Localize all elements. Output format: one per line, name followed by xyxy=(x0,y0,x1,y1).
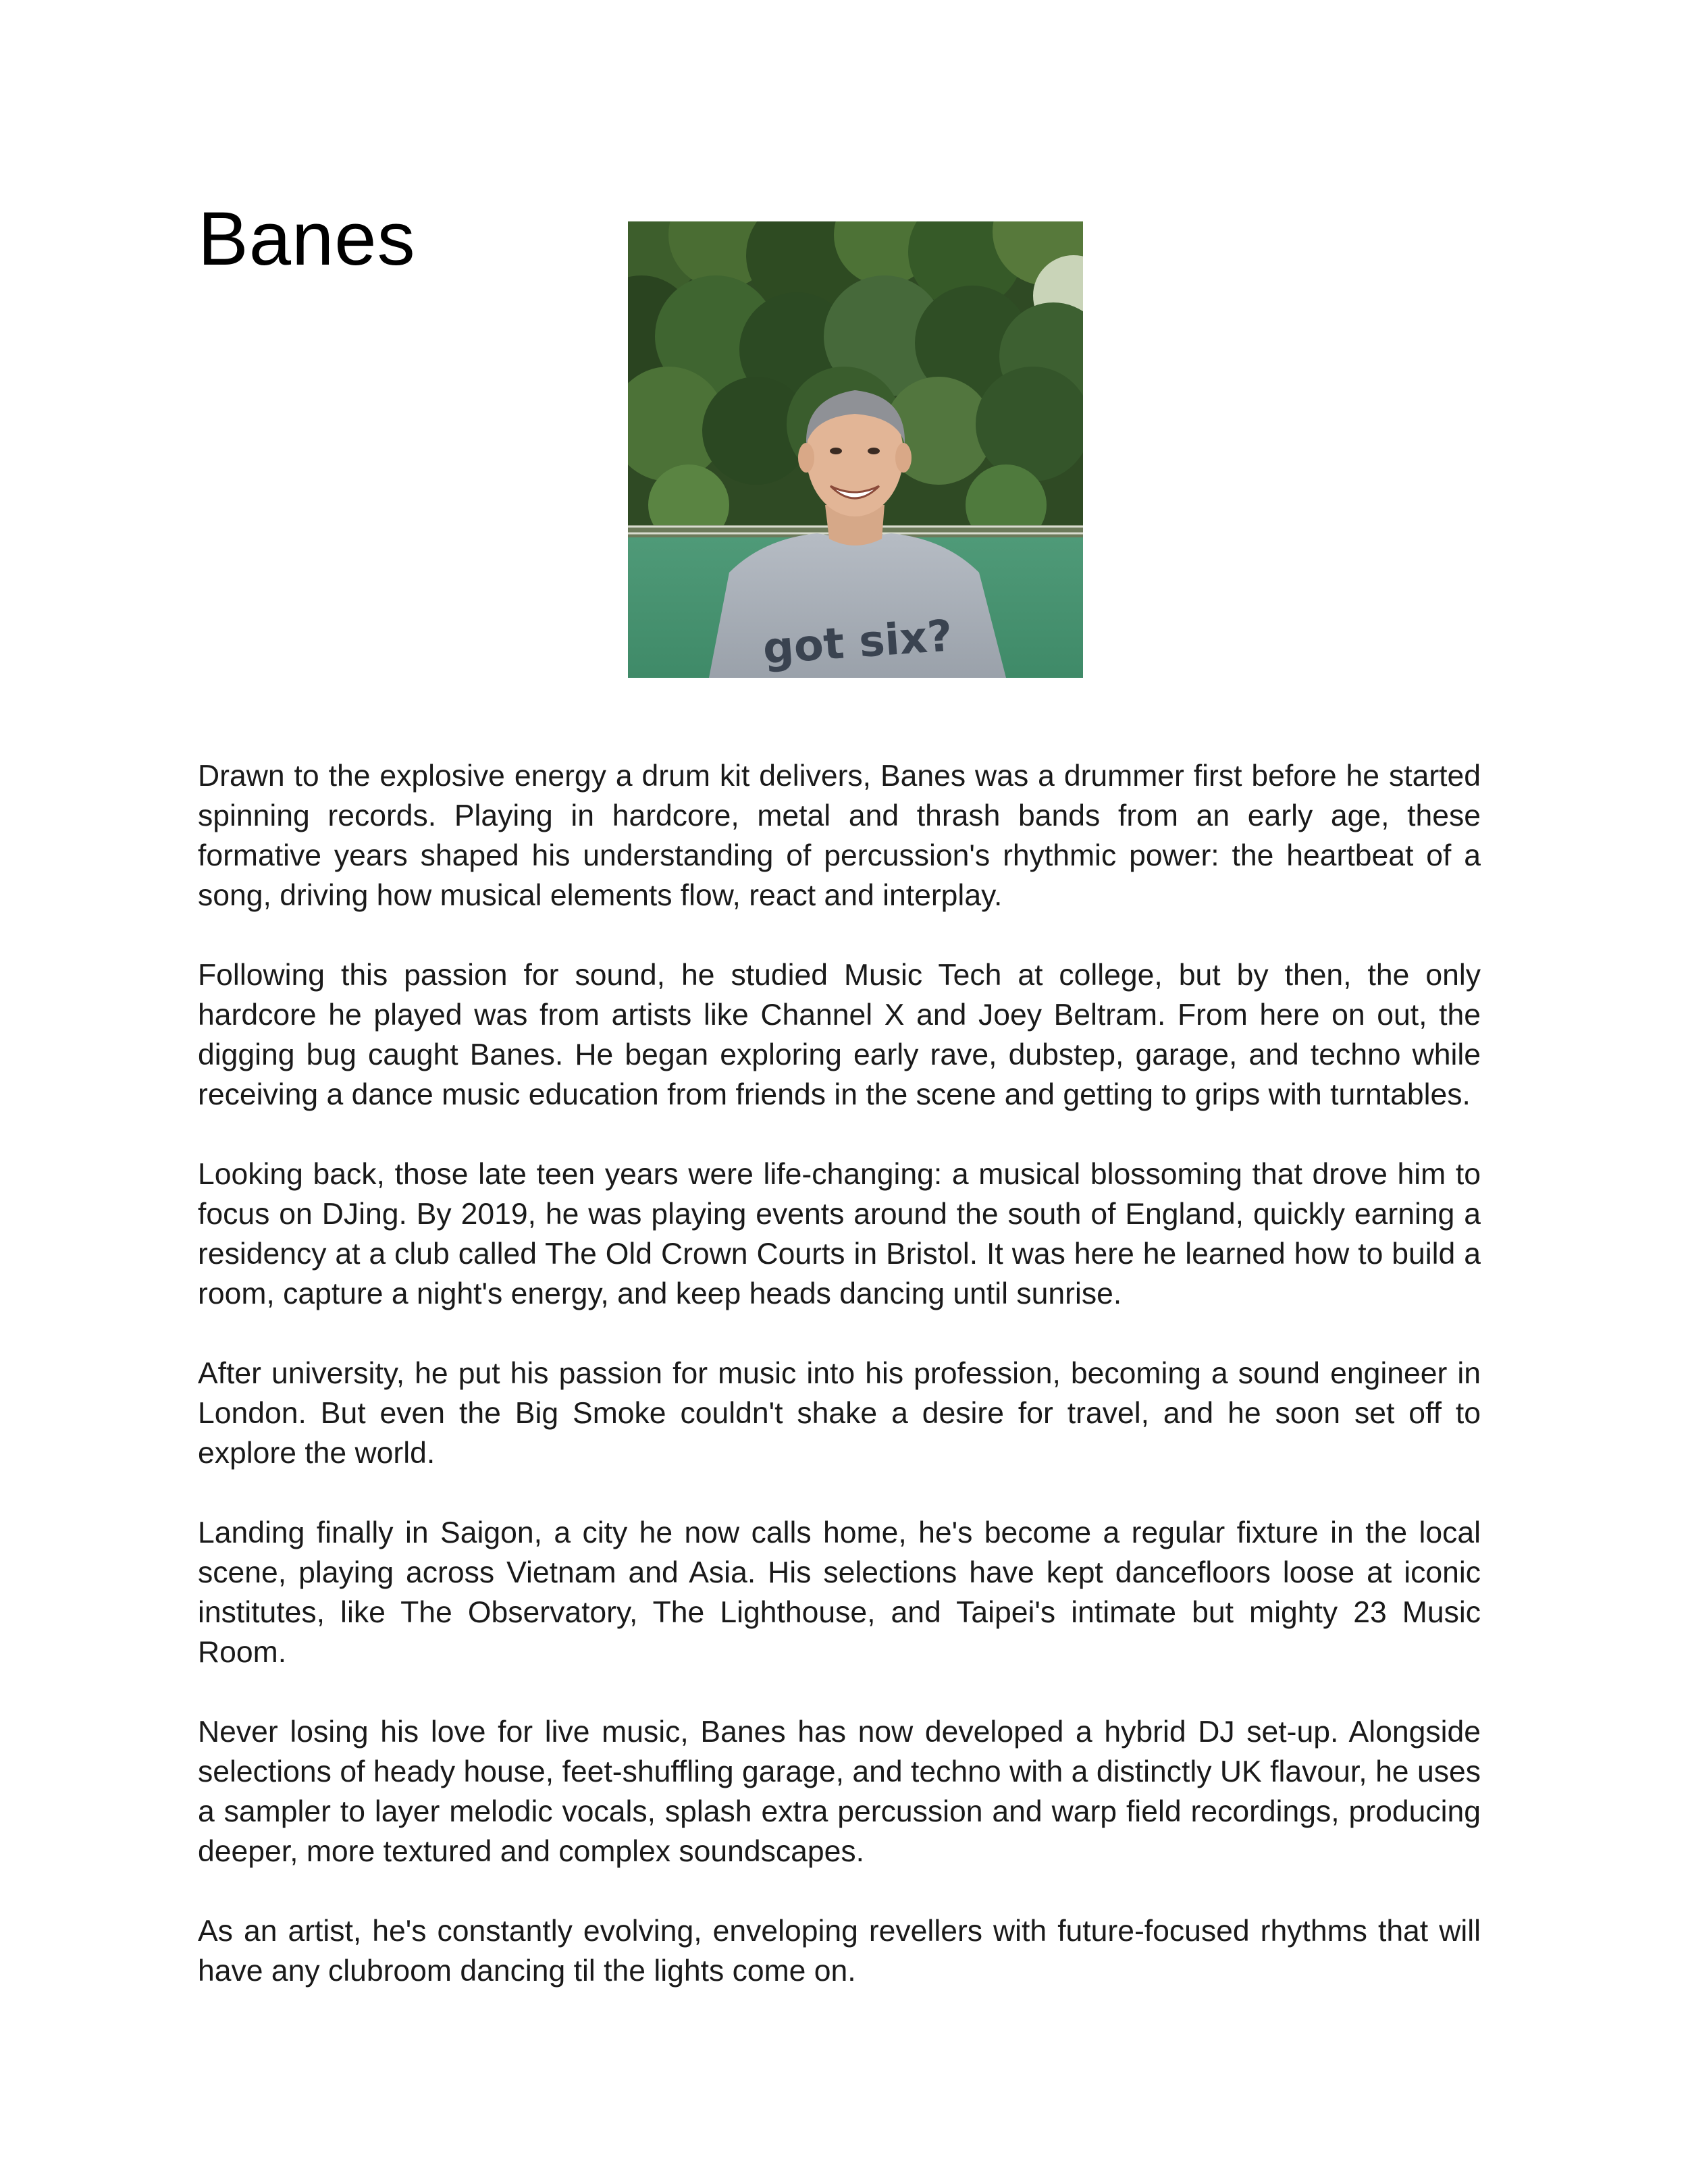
paragraph: Never losing his love for live music, Banes has now developed a hybrid DJ set-up. Alongside selections of heady house, feet-shuffling garage, and techno with a distinctly UK flavour, he uses a sampler to layer melodic vocals, splash extra percussion and warp field recordings, producing deeper, more textured and complex soundscapes. xyxy=(198,1715,1481,1868)
artist-photo-illustration xyxy=(628,221,1083,678)
artist-photo xyxy=(628,221,1083,678)
paragraph: Following this passion for sound, he studied Music Tech at college, but by then, the only hardcore he played was from artists like Channel X and Joey Beltram. From here on out, the digging bug caught Banes. He began exploring early rave, dubstep, garage, and techno while receiving a dance music education from friends in the scene and getting to grips with turntables. xyxy=(198,959,1481,1111)
paragraph: As an artist, he's constantly evolving, enveloping revellers with future-focused rhythms that will have any clubroom dancing til the lights come on. xyxy=(198,1915,1481,1988)
page-title: Banes xyxy=(198,196,416,281)
paragraph: After university, he put his passion for music into his profession, becoming a sound engineer in London. But even the Big Smoke couldn't shake a desire for travel, and he soon set off to explore the world. xyxy=(198,1357,1481,1470)
biography-text xyxy=(198,756,1481,2031)
paragraph: Looking back, those late teen years were life-changing: a musical blossoming that drove him to focus on DJing. By 2019, he was playing events around the south of England, quickly earning a residency at a club called The Old Crown Courts in Bristol. It was here he learned how to build a room, capture a night's energy, and keep heads dancing until sunrise. xyxy=(198,1158,1481,1310)
shirt-text: got six? xyxy=(761,611,955,674)
paragraph: Landing finally in Saigon, a city he now calls home, he's become a regular fixture in the local scene, playing across Vietnam and Asia. His selections have kept dancefloors loose at iconic institutes, like The Observatory, The Lighthouse, and Taipei's intimate but mighty 23 Music Room. xyxy=(198,1516,1481,1669)
paragraph: Drawn to the explosive energy a drum kit delivers, Banes was a drummer first before he started spinning records. Playing in hardcore, metal and thrash bands from an early age, these formative years shaped his understanding of percussion's rhythmic power: the heartbeat of a song, driving how musical elements flow, react and interplay. xyxy=(198,760,1481,912)
